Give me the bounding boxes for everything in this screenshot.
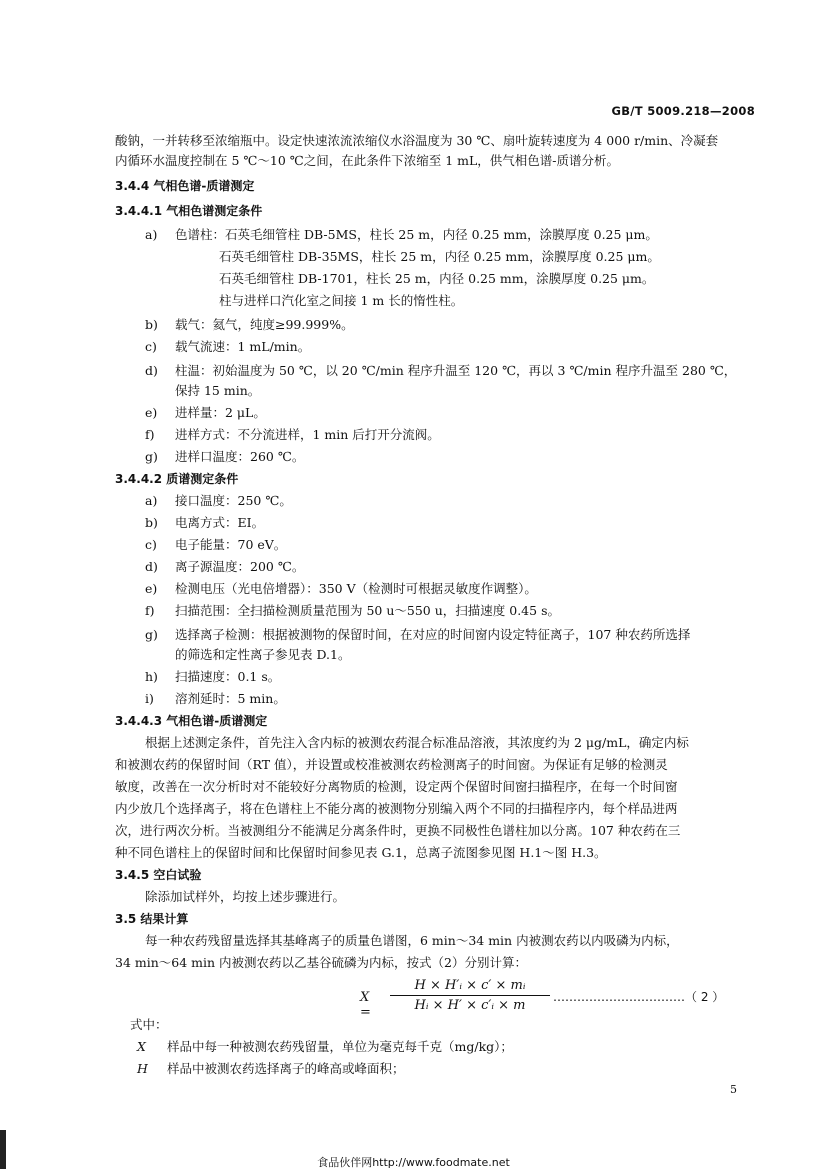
paragraph-line: 根据上述测定条件，首先注入含内标的被测农药混合标准品溶液，其浓度约为 2 μg/mL，确定内标 xyxy=(145,735,689,750)
section-heading: 3.4.4.1 气相色谱测定条件 xyxy=(115,204,263,218)
where-label: 式中： xyxy=(130,1017,168,1032)
list-item: f) 扫描范围：全扫描检测质量范围为 50 u～550 u，扫描速度 0.45 s。 xyxy=(145,603,560,618)
paragraph-line: 每一种农药残留量选择其基峰离子的质量色谱图，6 min～34 min 内被测农药以内吸磷为内标， xyxy=(145,933,679,948)
text-line: 石英毛细管柱 DB-1701，柱长 25 m，内径 0.25 mm，涂膜厚度 0.25 μm。 xyxy=(219,271,655,286)
text-line: 柱与进样口汽化室之间接 1 m 长的惰性柱。 xyxy=(219,293,464,308)
formula-lhs: X = xyxy=(360,990,371,1020)
section-heading: 3.4.4 气相色谱-质谱测定 xyxy=(115,179,255,193)
paragraph-line: 种不同色谱柱上的保留时间和比保留时间参见表 G.1，总离子流图参见图 H.1～图 H.3。 xyxy=(115,845,607,860)
list-item: b) 载气：氦气，纯度≥99.999%。 xyxy=(145,317,354,332)
formula-fraction xyxy=(390,978,550,1013)
paragraph-line: 除添加试样外，均按上述步骤进行。 xyxy=(145,889,346,904)
list-item: c) 载气流速：1 mL/min。 xyxy=(145,339,311,354)
page-number: 5 xyxy=(730,1083,737,1096)
text-line: 的筛选和定性离子参见表 D.1。 xyxy=(175,647,351,662)
variable-definition: H 样品中被测农药选择离子的峰高或峰面积； xyxy=(137,1061,405,1076)
list-item: e) 进样量：2 μL。 xyxy=(145,405,266,420)
formula-denominator: Hᵢ × H′ × c′ᵢ × m xyxy=(414,998,526,1013)
list-item: d) 离子源温度：200 ℃。 xyxy=(145,559,305,574)
list-item: g) 进样口温度：260 ℃。 xyxy=(145,449,305,464)
footer-watermark: 食品伙伴网http://www.foodmate.net xyxy=(317,1156,510,1169)
list-item: h) 扫描速度：0.1 s。 xyxy=(145,669,281,684)
paragraph-line: 34 min～64 min 内被测农药以乙基谷硫磷为内标，按式（2）分别计算： xyxy=(115,955,527,970)
section-heading: 3.4.4.3 气相色谱-质谱测定 xyxy=(115,714,268,728)
formula-numerator: H × H′ᵢ × c′ × mᵢ xyxy=(390,978,550,996)
equation-number: ……………………………（ 2 ） xyxy=(553,990,725,1004)
section-heading: 3.4.4.2 质谱测定条件 xyxy=(115,472,239,486)
text-line: 石英毛细管柱 DB-35MS，柱长 25 m，内径 0.25 mm，涂膜厚度 0.25 μm。 xyxy=(219,249,660,264)
list-item: e) 检测电压（光电倍增器）：350 V（检测时可根据灵敏度作调整）。 xyxy=(145,581,537,596)
list-item: f) 进样方式：不分流进样，1 min 后打开分流阀。 xyxy=(145,427,440,442)
section-heading: 3.4.5 空白试验 xyxy=(115,868,202,882)
list-item: b) 电离方式：EI。 xyxy=(145,515,265,530)
paragraph-line: 敏度，改善在一次分析时对不能较好分离物质的检测，设定两个保留时间窗扫描程序，在每一个时间窗 xyxy=(115,779,678,794)
list-item: d) 柱温：初始温度为 50 ℃，以 20 ℃/min 程序升温至 120 ℃，再以 3 ℃/min 程序升温至 280 ℃， xyxy=(145,363,737,378)
list-item: a) 色谱柱：石英毛细管柱 DB-5MS，柱长 25 m，内径 0.25 mm，涂膜厚度 0.25 μm。 xyxy=(145,227,658,242)
variable-definition: X 样品中每一种被测农药残留量，单位为毫克每千克（mg/kg）； xyxy=(137,1039,513,1054)
section-heading: 3.5 结果计算 xyxy=(115,912,189,926)
standard-code: GB/T 5009.218—2008 xyxy=(611,104,755,118)
list-item: c) 电子能量：70 eV。 xyxy=(145,537,287,552)
text-line: 酸钠，一并转移至浓缩瓶中。设定快速浓流浓缩仪水浴温度为 30 ℃、扇叶旋转速度为 4 000 r/min、冷凝套 xyxy=(115,133,719,148)
list-item: a) 接口温度：250 ℃。 xyxy=(145,493,292,508)
paragraph-line: 内少放几个选择离子，将在色谱柱上不能分离的被测物分别编入两个不同的扫描程序内，每个样品进两 xyxy=(115,801,678,816)
paragraph-line: 次，进行两次分析。当被测组分不能满足分离条件时，更换不同极性色谱柱加以分离。107 种农药在三 xyxy=(115,823,681,838)
list-item: g) 选择离子检测：根据被测物的保留时间，在对应的时间窗内设定特征离子，107 种农药所选择 xyxy=(145,627,691,642)
paragraph-line: 和被测农药的保留时间（RT 值），并设置或校准被测农药检测离子的时间窗。为保证有足够的检测灵 xyxy=(115,757,668,772)
scan-edge-mark xyxy=(0,1130,6,1169)
text-line: 保持 15 min。 xyxy=(175,383,261,398)
list-item: i) 溶剂延时：5 min。 xyxy=(145,691,286,706)
text-line: 内循环水温度控制在 5 ℃～10 ℃之间，在此条件下浓缩至 1 mL，供气相色谱-质谱分析。 xyxy=(115,153,620,168)
